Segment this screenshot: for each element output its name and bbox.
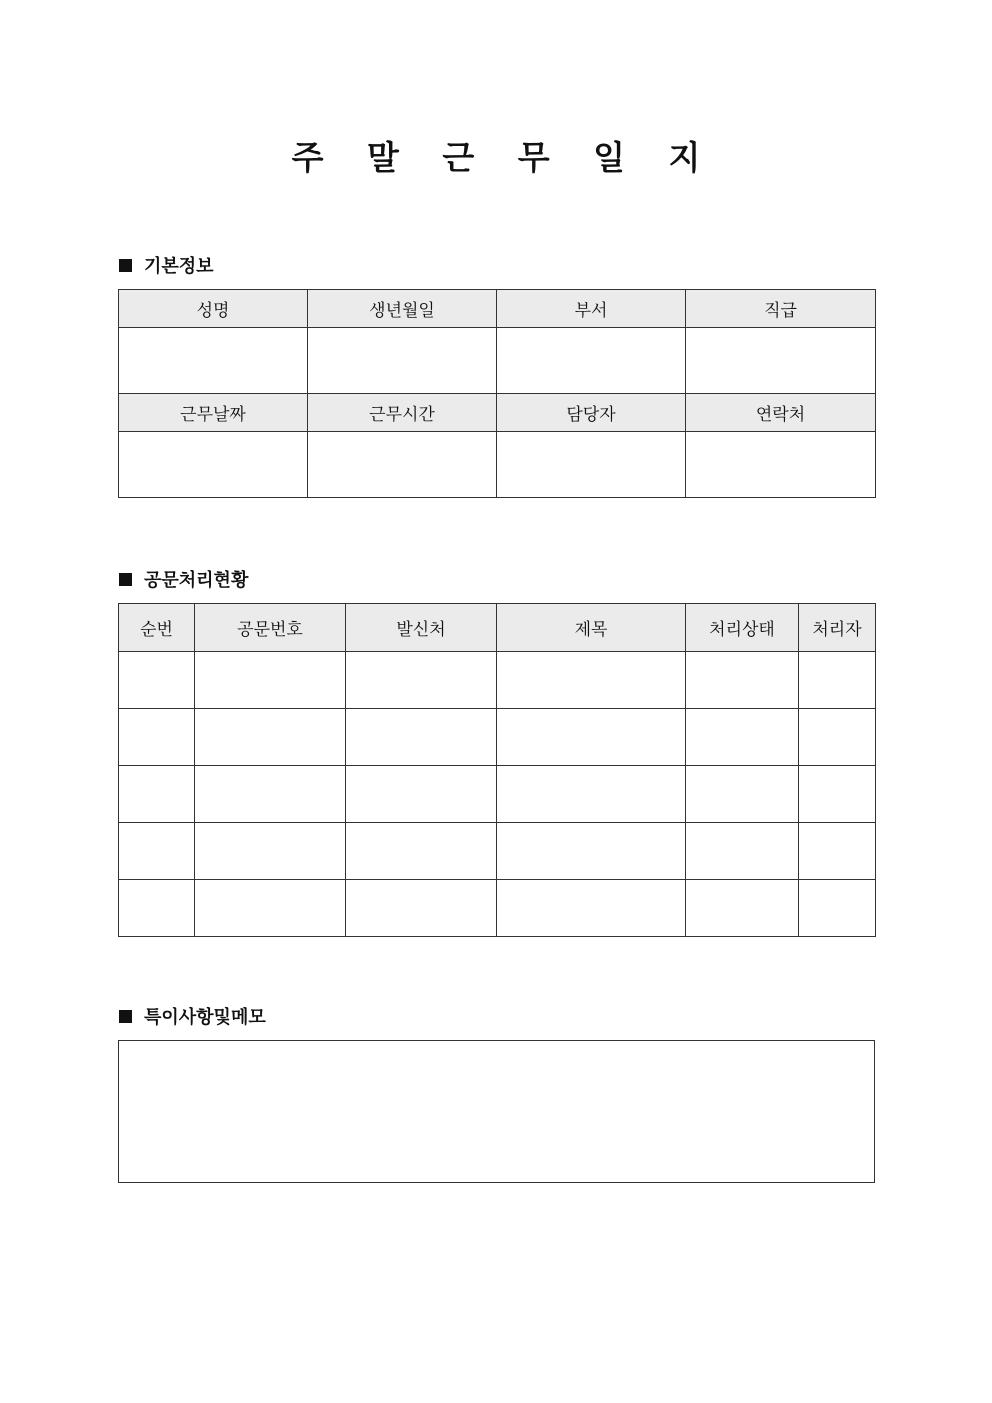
header-cell-manager: 담당자: [497, 394, 686, 432]
header-cell-handler: 처리자: [799, 604, 876, 652]
table-cell[interactable]: [195, 709, 346, 766]
table-header-row: [119, 394, 876, 432]
table-cell[interactable]: [195, 652, 346, 709]
section-heading-notes: [119, 1004, 266, 1028]
square-bullet-icon: [119, 573, 132, 586]
table-cell[interactable]: [799, 652, 876, 709]
table-cell[interactable]: [799, 766, 876, 823]
table-row: [119, 328, 876, 394]
table-cell[interactable]: [686, 766, 799, 823]
table-cell[interactable]: [119, 766, 195, 823]
table-cell[interactable]: [119, 709, 195, 766]
table-cell[interactable]: [119, 652, 195, 709]
notes-memo-box[interactable]: [118, 1040, 875, 1183]
input-cell-contact[interactable]: [686, 432, 876, 498]
table-row: [119, 823, 876, 880]
section-heading-label: 공문처리현황: [144, 570, 249, 591]
header-cell-name: 성명: [119, 290, 308, 328]
table-cell[interactable]: [195, 880, 346, 937]
square-bullet-icon: [119, 259, 132, 272]
header-cell-work-date: 근무날짜: [119, 394, 308, 432]
section-heading-label: 특이사항및메모: [144, 1007, 266, 1028]
table-row: [119, 766, 876, 823]
table-header-row: [119, 604, 876, 652]
table-cell[interactable]: [119, 880, 195, 937]
header-cell-sender: 발신처: [346, 604, 497, 652]
table-row: [119, 432, 876, 498]
table-cell[interactable]: [346, 652, 497, 709]
header-cell-status: 처리상태: [686, 604, 799, 652]
table-cell[interactable]: [497, 880, 686, 937]
table-cell[interactable]: [195, 766, 346, 823]
input-cell-position[interactable]: [686, 328, 876, 394]
table-cell[interactable]: [119, 823, 195, 880]
section-heading-label: 기본정보: [144, 256, 214, 277]
table-cell[interactable]: [799, 880, 876, 937]
basic-info-table: [118, 289, 876, 498]
table-cell[interactable]: [497, 652, 686, 709]
document-processing-table: [118, 603, 876, 937]
table-cell[interactable]: [497, 766, 686, 823]
section-heading-basic-info: [119, 253, 214, 277]
header-cell-birthdate: 생년월일: [308, 290, 497, 328]
table-cell[interactable]: [346, 880, 497, 937]
header-cell-contact: 연락처: [686, 394, 876, 432]
table-cell[interactable]: [346, 823, 497, 880]
input-cell-department[interactable]: [497, 328, 686, 394]
table-cell[interactable]: [686, 880, 799, 937]
table-cell[interactable]: [686, 652, 799, 709]
table-cell[interactable]: [497, 823, 686, 880]
table-cell[interactable]: [195, 823, 346, 880]
table-header-row: [119, 290, 876, 328]
section-heading-documents: [119, 567, 248, 591]
header-cell-work-hours: 근무시간: [308, 394, 497, 432]
input-cell-manager[interactable]: [497, 432, 686, 498]
table-cell[interactable]: [497, 709, 686, 766]
header-cell-doc-number: 공문번호: [195, 604, 346, 652]
header-cell-department: 부서: [497, 290, 686, 328]
table-row: [119, 880, 876, 937]
header-cell-seq: 순번: [119, 604, 195, 652]
square-bullet-icon: [119, 1010, 132, 1023]
table-cell[interactable]: [346, 766, 497, 823]
table-row: [119, 709, 876, 766]
header-cell-subject: 제목: [497, 604, 686, 652]
table-row: [119, 652, 876, 709]
input-cell-name[interactable]: [119, 328, 308, 394]
header-cell-position: 직급: [686, 290, 876, 328]
table-cell[interactable]: [686, 823, 799, 880]
table-cell[interactable]: [686, 709, 799, 766]
input-cell-work-hours[interactable]: [308, 432, 497, 498]
table-cell[interactable]: [799, 709, 876, 766]
page-title: 주 말 근 무 일 지: [291, 138, 717, 177]
input-cell-work-date[interactable]: [119, 432, 308, 498]
table-cell[interactable]: [799, 823, 876, 880]
input-cell-birthdate[interactable]: [308, 328, 497, 394]
table-cell[interactable]: [346, 709, 497, 766]
